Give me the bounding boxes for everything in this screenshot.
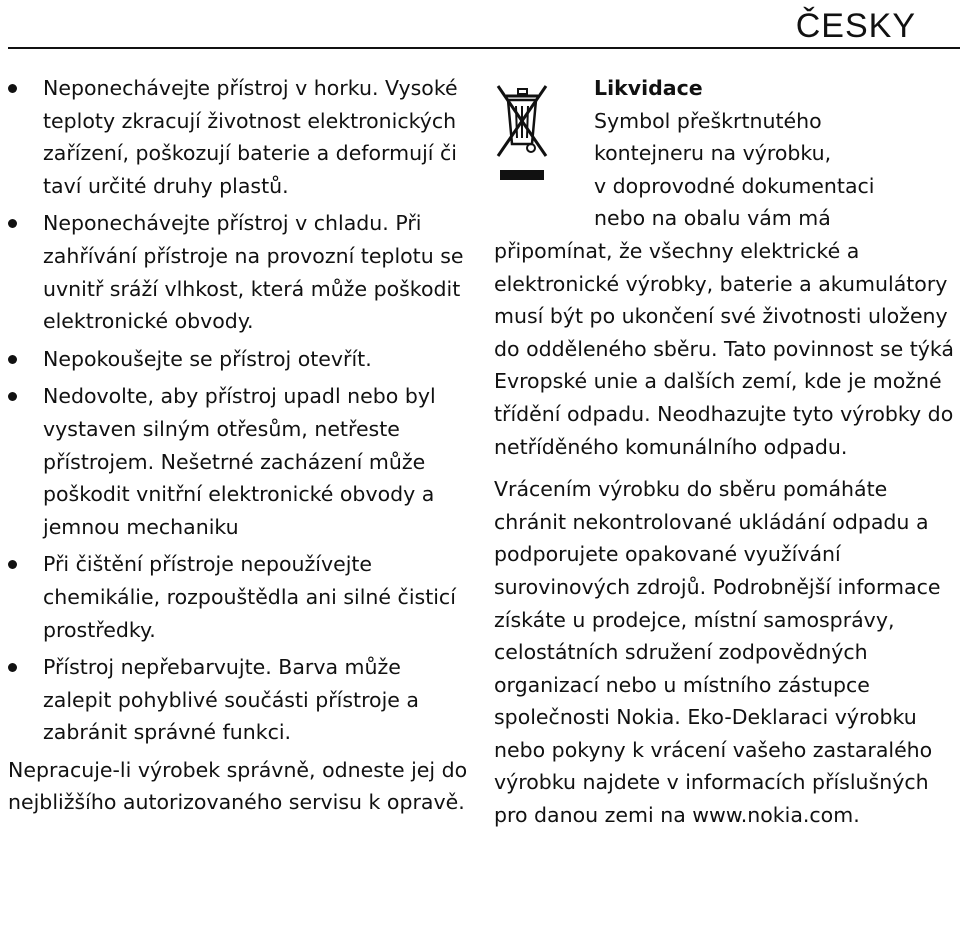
disposal-heading-block [494,72,954,235]
care-bullet-text: Při čištění přístroje nepoužívejte chemikálie, rozpouštědla ani silné čisticí prostředky. [43,552,456,642]
recycling-paragraph: Vrácením výrobku do sběru pomáháte chránit nekontrolované ukládání odpadu a podporujete opakované využívání surovinových zdrojů. Podrobnější informace získáte u prodejce, místní samosprávy, celostátních sdružení zodpovědných organizací nebo u místního zástupce společnosti Nokia. Eko-Deklaraci výrobku nebo pokyny k vrácení vašeho zastaralého výrobku najdete v informacích příslušných pro danou zemi na www.nokia.com. [494,477,941,828]
disposal-intro-line: kontejneru na výrobku, [594,141,832,166]
bullet-icon [8,663,17,672]
bullet-icon [8,355,17,364]
bullet-icon [8,560,17,569]
disposal-intro-line: nebo na obalu vám má [594,206,831,231]
care-bullet-text: Přístroj nepřebarvujte. Barva může zalepit pohyblivé součásti přístroje a zabránit správné funkci. [43,655,419,745]
disposal-column [494,72,954,832]
care-instructions-column [8,72,470,819]
care-bullet-text: Nepokoušejte se přístroj otevřít. [43,346,372,371]
bullet-icon [8,392,17,401]
care-bullet-item [8,651,470,749]
care-bullet-text: Nedovolte, aby přístroj upadl nebo byl vystaven silným otřesům, netřeste přístrojem. Nešetrné zacházení může poškodit vnitřní elektronické obvody a jemnou mechaniku [43,384,436,539]
language-header: ČESKY [795,7,916,45]
care-bullet-item [8,380,470,543]
bullet-icon [8,219,17,228]
disposal-paragraph: připomínat, že všechny elektrické a elektronické výrobky, baterie a akumulátory musí být po ukončení své životnosti uloženy do odděleného sběru. Tato povinnost se týká Evropské unie a dalších zemí, kde je možné třídění odpadu. Neodhazujte tyto výrobky do netříděného komunálního odpadu. [494,238,954,459]
crossed-out-wheelie-bin-icon [494,82,550,186]
service-note: Nepracuje-li výrobek správně, odneste jej do nejbližšího autorizovaného servisu k opravě. [8,757,468,815]
disposal-title: Likvidace [594,76,703,100]
care-bullet-list [8,72,470,749]
care-bullet-item [8,72,470,202]
bullet-icon [8,84,17,93]
care-bullet-item [8,548,470,646]
header-rule [8,47,960,49]
disposal-intro-line: Symbol přeškrtnutého [594,108,822,133]
disposal-intro-line: v doprovodné dokumentaci [594,173,875,198]
care-bullet-item [8,207,470,337]
care-bullet-text: Neponechávejte přístroj v horku. Vysoké teploty zkracují životnost elektronických zařízení, poškozují baterie a deformují či taví určité druhy plastů. [43,76,458,198]
care-bullet-text: Neponechávejte přístroj v chladu. Při zahřívání přístroje na provozní teplotu se uvnitř sráží vlhkost, která může poškodit elektronické obvody. [43,211,464,334]
care-bullet-item [8,343,470,376]
